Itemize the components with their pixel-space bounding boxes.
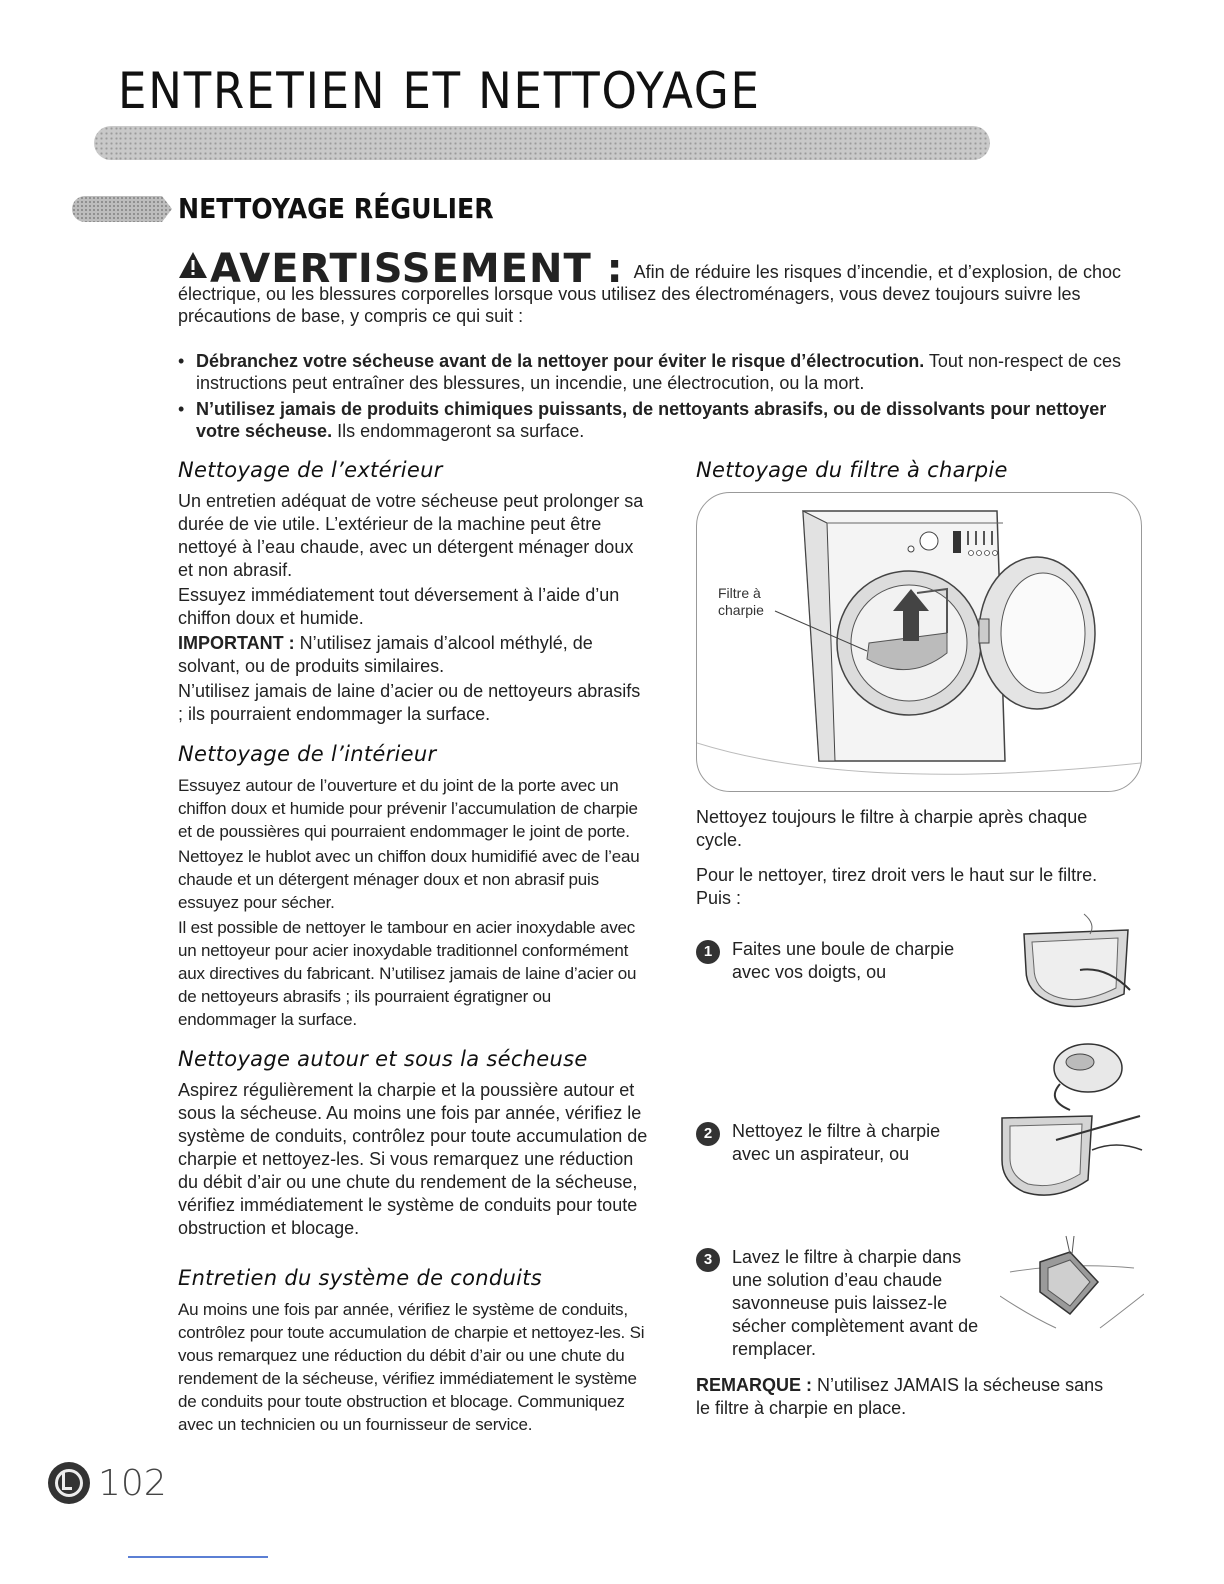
step-text: Lavez le filtre à charpie dans une solution d’eau chaude savonneuse puis laissez-le sécher complètement avant de remplacer. — [732, 1247, 979, 1359]
note-text: N’utilisez JAMAIS la sécheuse sans le filtre à charpie en place. — [696, 1375, 1104, 1418]
ducts-p1: Au moins une fois par année, vérifiez le système de conduits, contrôlez pour toute accumulation de charpie et nettoyez-les. Si vous remarquez une réduction du débit d’air ou une chute du rendement de la sécheuse, vérifiez immédiatement le système de conduits pour toute obstruction et blocage. Communiquez avec un technicien ou un fournisseur de service. — [178, 1300, 645, 1434]
vacuum-illustration — [1040, 1040, 1140, 1112]
filter-vacuum-illustration — [996, 1110, 1144, 1210]
filter-p2: Pour le nettoyer, tirez droit vers le haut sur le filtre. Puis : — [696, 865, 1098, 908]
filter-p1: Nettoyez toujours le filtre à charpie après chaque cycle. — [696, 807, 1088, 850]
interior-p2: Nettoyez le hublot avec un chiffon doux humidifié avec de l’eau chaude et un détergent ménager doux et non abrasif puis essuyez pour sécher. — [178, 847, 640, 912]
warning-triangle-icon — [178, 250, 208, 280]
bullet-bold: N’utilisez jamais de produits chimiques puissants, de nettoyants abrasifs, ou de dissolvants pour nettoyer votre sécheuse. — [196, 399, 1107, 441]
step-text: Nettoyez le filtre à charpie avec un aspirateur, ou — [732, 1121, 941, 1164]
dryer-illustration — [697, 493, 1141, 791]
filter-wash-illustration — [1000, 1232, 1144, 1332]
interior-p3: Il est possible de nettoyer le tambour en acier inoxydable avec un nettoyeur pour acier inoxydable traditionnel conformément aux directives du fabricant. N’utilisez jamais de laine d’acier ou de nettoyeurs abrasifs ; ils pourraient égratigner ou endommager la surface. — [178, 918, 637, 1029]
ducts-heading: Entretien du système de conduits — [178, 1266, 543, 1290]
note-label: REMARQUE : — [696, 1375, 812, 1395]
note-paragraph — [696, 1374, 1116, 1420]
warning-bullets — [178, 350, 1128, 446]
page-title: ENTRETIEN ET NETTOYAGE — [118, 62, 761, 120]
step-number: 1 — [696, 940, 720, 964]
interior-heading: Nettoyage de l’intérieur — [178, 742, 437, 766]
exterior-p1: Un entretien adéquat de votre sécheuse peut prolonger sa durée de vie utile. L’extérieur de la machine peut être nettoyé à l’eau chaude, avec un détergent ménager doux et non abrasif. — [178, 491, 644, 580]
lg-logo-icon — [48, 1462, 90, 1504]
title-bar — [118, 126, 990, 160]
warning-block — [178, 246, 1138, 327]
step-number: 2 — [696, 1122, 720, 1146]
exterior-important — [178, 632, 648, 678]
warning-label: AVERTISSEMENT : — [210, 246, 624, 292]
left-column — [178, 458, 648, 1438]
bullet-item — [178, 350, 1128, 394]
exterior-p2: Essuyez immédiatement tout déversement à l’aide d’un chiffon doux et humide. — [178, 585, 620, 628]
important-label: IMPORTANT : — [178, 633, 295, 653]
exterior-heading: Nettoyage de l’extérieur — [178, 458, 443, 482]
warning-text: Afin de réduire les risques d’incendie, et d’explosion, de choc électrique, ou les blessures corporelles lorsque vous utilisez des électroménagers, vous devez toujours suivre les précautions de base, y compris ce qui suit : — [178, 262, 1121, 326]
around-heading: Nettoyage autour et sous la sécheuse — [178, 1047, 588, 1071]
page-number: 102 — [98, 1463, 167, 1504]
bullet-text: Tout non-respect de ces instructions peut entraîner des blessures, un incendie, une électrocution, ou la mort. — [196, 351, 1122, 393]
exterior-p4: N’utilisez jamais de laine d’acier ou de nettoyeurs abrasifs ; ils pourraient endommager la surface. — [178, 681, 641, 724]
step-text: Faites une boule de charpie avec vos doigts, ou — [732, 939, 955, 982]
filter-hand-illustration — [1010, 910, 1140, 1020]
step-number: 3 — [696, 1248, 720, 1272]
interior-p1: Essuyez autour de l’ouverture et du joint de la porte avec un chiffon doux et humide pour prévenir l’accumulation de charpie et de poussières qui pourraient endommager le joint de porte. — [178, 776, 638, 841]
figure-label: Filtre à charpie — [718, 585, 764, 618]
dryer-figure — [696, 492, 1142, 792]
bullet-bold: Débranchez votre sécheuse avant de la nettoyer pour éviter le risque d’électrocution. — [196, 351, 925, 371]
right-column — [696, 458, 1156, 490]
section-heading: NETTOYAGE RÉGULIER — [178, 192, 494, 225]
filter-text — [696, 806, 1116, 912]
bullet-text: Ils endommageront sa surface. — [332, 421, 585, 441]
filter-heading: Nettoyage du filtre à charpie — [696, 458, 1008, 482]
around-p1: Aspirez régulièrement la charpie et la poussière autour et sous la sécheuse. Au moins une fois par année, vérifiez le système de conduits, contrôlez pour toute accumulation de charpie et nettoyez-les. Si vous remarquez une réduction du débit d’air ou une chute du rendement de la sécheuse, vérifiez immédiatement le système de conduits pour toute obstruction et blocage. — [178, 1080, 648, 1238]
footer-line — [128, 1556, 268, 1558]
important-text: N’utilisez jamais d’alcool méthylé, de solvant, ou de produits similaires. — [178, 633, 593, 676]
note — [696, 1374, 1116, 1422]
bullet-item — [178, 398, 1128, 442]
section-marker — [72, 196, 172, 222]
